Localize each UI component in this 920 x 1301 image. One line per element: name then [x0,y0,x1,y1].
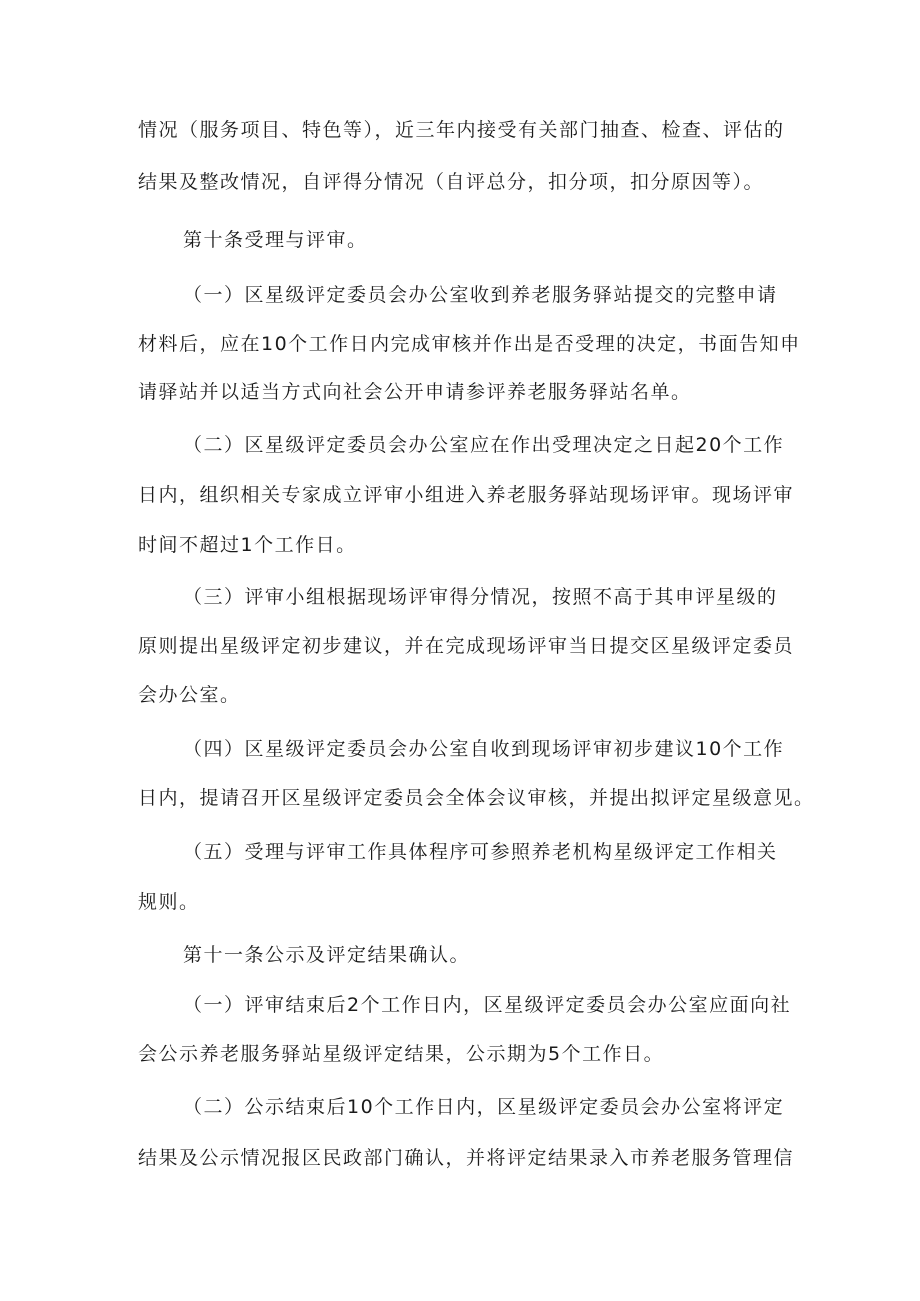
paragraph-line: 情况（服务项目、特色等），近三年内接受有关部门抽查、检查、评估的 [138,119,785,141]
paragraph-line: 时间不超过1个工作日。 [138,534,357,556]
paragraph-line: 会公示养老服务驿站星级评定结果，公示期为5个工作日。 [138,1043,665,1065]
paragraph-line: 请驿站并以适当方式向社会公开申请参评养老服务驿站名单。 [138,381,692,403]
paragraph-line: 日内，组织相关专家成立评审小组进入养老服务驿站现场评审。现场评审 [138,484,795,506]
paragraph-line: 结果及公示情况报区民政部门确认，并将评定结果录入市养老服务管理信 [138,1147,795,1169]
paragraph-line: 材料后，应在10个工作日内完成审核并作出是否受理的决定，书面告知申 [138,333,801,355]
paragraph-line: （五）受理与评审工作具体程序可参照养老机构星级评定工作相关 [183,841,778,863]
paragraph-line: 会办公室。 [138,684,241,706]
paragraph-line: （三）评审小组根据现场评审得分情况，按照不高于其申评星级的 [183,586,778,608]
article-10-heading: 第十条受理与评审。 [183,229,368,251]
paragraph-line: 原则提出星级评定初步建议，并在完成现场评审当日提交区星级评定委员 [138,635,795,657]
paragraph-line: （二）公示结束后10个工作日内，区星级评定委员会办公室将评定 [183,1096,785,1118]
article-11-heading: 第十一条公示及评定结果确认。 [183,944,471,966]
paragraph-line: 规则。 [138,891,200,913]
paragraph-line: 日内，提请召开区星级评定委员会全体会议审核，并提出拟评定星级意见。 [138,787,815,809]
paragraph-line: （一）评审结束后2个工作日内，区星级评定委员会办公室应面向社 [183,994,792,1016]
paragraph-line: （二）区星级评定委员会办公室应在作出受理决定之日起20个工作 [183,434,785,456]
paragraph-line: 结果及整改情况，自评得分情况（自评总分，扣分项，扣分原因等）。 [138,171,765,193]
paragraph-line: （四）区星级评定委员会办公室自收到现场评审初步建议10个工作 [183,738,785,760]
paragraph-line: （一）区星级评定委员会办公室收到养老服务驿站提交的完整申请 [183,284,778,306]
